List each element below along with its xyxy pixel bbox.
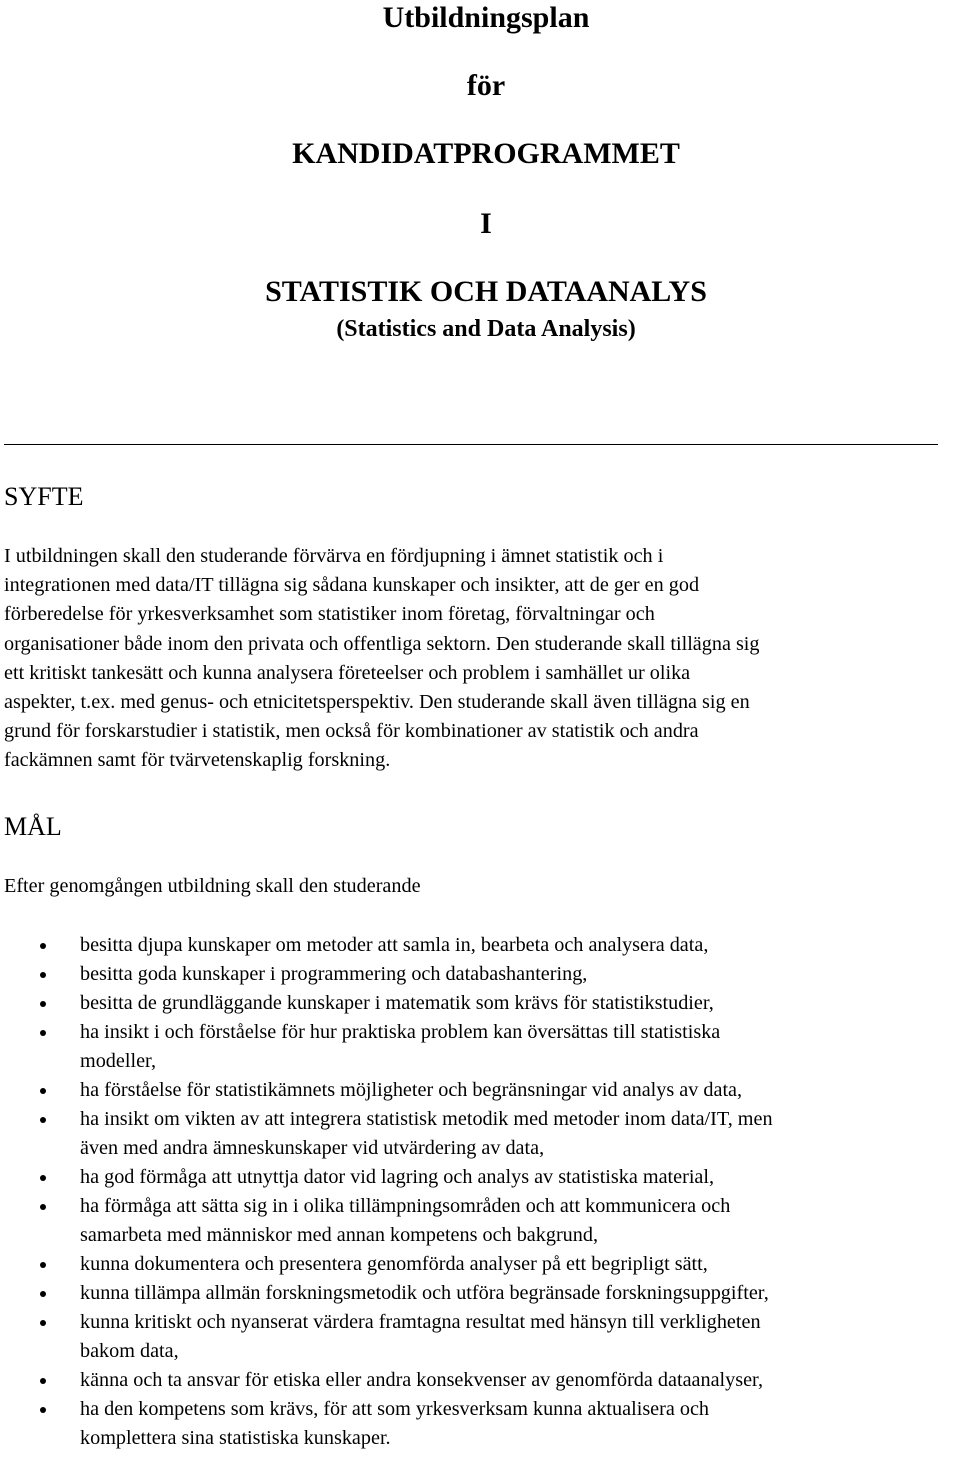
bullet-icon <box>40 1320 46 1326</box>
goal-line: även med andra ämneskunskaper vid utvärdering av data, <box>80 1137 545 1159</box>
syfte-line: organisationer både inom den privata och offentliga sektorn. Den studerande skall tillägna sig <box>4 632 760 655</box>
goal-line: känna och ta ansvar för etiska eller andra konsekvenser av genomförda dataanalyser, <box>80 1369 764 1391</box>
syfte-line: aspekter, t.ex. med genus- och etnicitetsperspektiv. Den studerande skall även tillägna sig en <box>4 691 750 714</box>
bullet-icon <box>40 1088 46 1094</box>
goal-line: ha insikt om vikten av att integrera statistisk metodik med metoder inom data/IT, men <box>80 1108 773 1130</box>
goal-list-item <box>0 960 960 989</box>
goal-line: ha förståelse för statistikämnets möjligheter och begränsningar vid analys av data, <box>80 1079 743 1101</box>
goal-line: ha den kompetens som krävs, för att som yrkesverksam kunna aktualisera och <box>80 1398 710 1420</box>
syfte-line: förberedelse för yrkesverksamhet som statistiker inom företag, förvaltningar och <box>4 603 655 626</box>
bullet-icon <box>40 1030 46 1036</box>
goal-line: besitta de grundläggande kunskaper i matematik som krävs för statistikstudier, <box>80 992 714 1014</box>
goal-list-item <box>0 1308 960 1366</box>
goal-line: besitta djupa kunskaper om metoder att samla in, bearbeta och analysera data, <box>80 934 709 956</box>
goal-list-item <box>0 1250 960 1279</box>
title-line-3: KANDIDATPROGRAMMET <box>292 137 680 170</box>
bullet-icon <box>40 1407 46 1413</box>
title-line-5: STATISTIK OCH DATAANALYS <box>265 275 707 308</box>
goal-list-item <box>0 1192 960 1250</box>
bullet-icon <box>40 1204 46 1210</box>
goal-list-item <box>0 1018 960 1076</box>
horizontal-rule <box>4 444 938 445</box>
goal-list-item <box>0 1395 960 1453</box>
syfte-line: grund för forskarstudier i statistik, men också för kombinationer av statistik och andra <box>4 720 699 743</box>
goal-list <box>0 931 960 1453</box>
syfte-heading: SYFTE <box>4 482 84 511</box>
bullet-icon <box>40 943 46 949</box>
goal-list-item <box>0 1163 960 1192</box>
bullet-icon <box>40 1262 46 1268</box>
bullet-icon <box>40 1001 46 1007</box>
goal-line: ha insikt i och förståelse för hur praktiska problem kan översättas till statistiska <box>80 1021 721 1043</box>
syfte-line: ett kritiskt tankesätt och kunna analysera företeelser och problem i samhället ur olika <box>4 661 691 684</box>
goal-line: ha förmåga att sätta sig in i olika tillämpningsområden och att kommunicera och <box>80 1195 731 1217</box>
mal-heading: MÅL <box>4 812 62 841</box>
bullet-icon <box>40 1175 46 1181</box>
goal-line: komplettera sina statistiska kunskaper. <box>80 1427 391 1449</box>
goal-list-item <box>0 1366 960 1395</box>
goal-list-item <box>0 1279 960 1308</box>
syfte-line: fackämnen samt för tvärvetenskaplig forskning. <box>4 749 391 772</box>
title-line-1: Utbildningsplan <box>382 1 590 34</box>
bullet-icon <box>40 972 46 978</box>
goal-list-item <box>0 989 960 1018</box>
goal-line: bakom data, <box>80 1340 179 1362</box>
goal-line: kunna dokumentera och presentera genomförda analyser på ett begripligt sätt, <box>80 1253 708 1275</box>
bullet-icon <box>40 1378 46 1384</box>
goal-line: besitta goda kunskaper i programmering och databashantering, <box>80 963 588 985</box>
goal-list-item <box>0 931 960 960</box>
goal-line: modeller, <box>80 1050 156 1072</box>
goal-line: kunna kritiskt och nyanserat värdera framtagna resultat med hänsyn till verkligheten <box>80 1311 761 1333</box>
mal-intro: Efter genomgången utbildning skall den studerande <box>4 875 421 897</box>
bullet-icon <box>40 1117 46 1123</box>
goal-line: ha god förmåga att utnyttja dator vid lagring och analys av statistiska material, <box>80 1166 715 1188</box>
goal-line: samarbeta med människor med annan kompetens och bakgrund, <box>80 1224 598 1246</box>
goal-list-item <box>0 1076 960 1105</box>
title-subtitle: (Statistics and Data Analysis) <box>336 316 636 342</box>
bullet-icon <box>40 1291 46 1297</box>
goal-list-item <box>0 1105 960 1163</box>
syfte-line: I utbildningen skall den studerande förvärva en fördjupning i ämnet statistik och i <box>4 545 664 567</box>
syfte-line: integrationen med data/IT tillägna sig sådana kunskaper och insikter, att de ger en god <box>4 574 700 597</box>
goal-line: kunna tillämpa allmän forskningsmetodik och utföra begränsade forskningsuppgifter, <box>80 1282 769 1304</box>
title-line-2: för <box>466 69 506 102</box>
syfte-paragraph <box>4 542 960 776</box>
title-line-4: I <box>480 207 492 240</box>
